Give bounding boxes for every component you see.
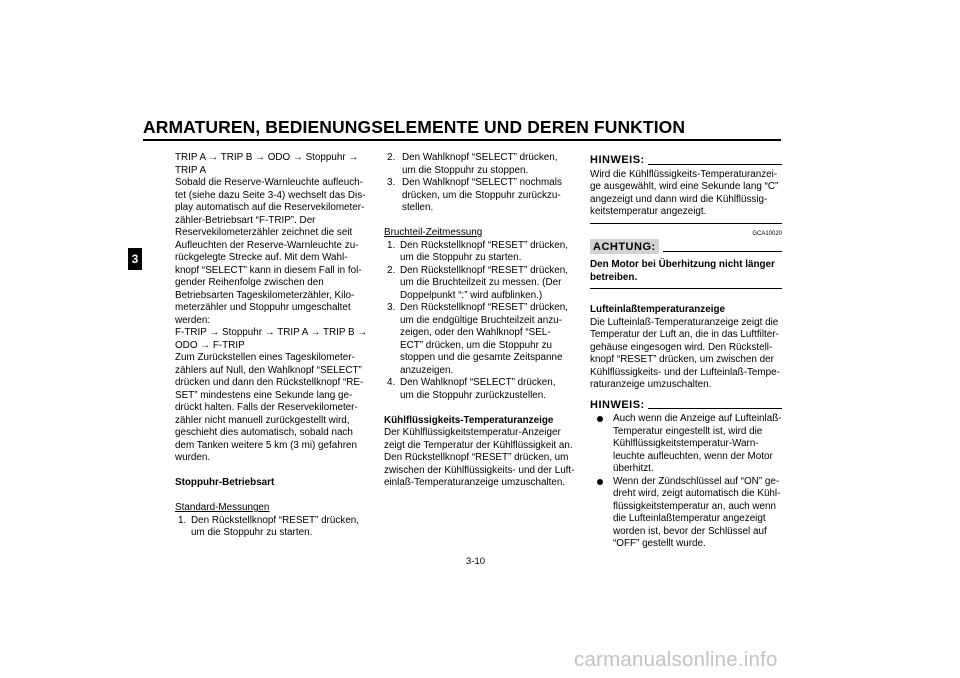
section-heading-air: Lufteinlaßtemperaturanzeige <box>590 304 725 315</box>
step-line: drücken, um die Stoppuhr zurückzu- <box>402 189 561 201</box>
text-line: knopf “RESET” drücken, um zwischen der <box>590 354 774 365</box>
step-line: Doppelpunkt “:” wird aufblinken.) <box>400 289 543 301</box>
standard-steps <box>175 515 373 540</box>
step-line: anzuzeigen. <box>400 364 454 376</box>
step-line: Den Rückstellknopf “RESET” drücken, <box>400 239 568 251</box>
step-line: Den Rückstellknopf “RESET” drücken, <box>400 302 568 313</box>
step-line: Den Rückstellknopf “RESET” drücken, <box>400 264 568 276</box>
text-line: ge ausgewählt, wird eine Sekunde lang “C” <box>590 181 779 192</box>
note-label: HINWEIS: <box>590 154 645 166</box>
step-number: 3. <box>387 302 396 313</box>
text-line: drücken und dann den Rückstellknopf “RE- <box>175 377 364 388</box>
title-rule <box>143 139 781 141</box>
text-line: play automatisch auf die Reservekilometer- <box>175 202 365 213</box>
note-rule <box>648 408 782 409</box>
text-line: Die Lufteinlaß-Temperaturanzeige zeigt die <box>590 316 779 328</box>
step-line: stoppen und die gesamte Zeitspanne <box>400 352 563 363</box>
list-item <box>384 152 578 177</box>
step-line: Den Wahlknopf “SELECT” drücken, <box>402 152 558 163</box>
text-line: wurden. <box>175 452 211 463</box>
section-heading-stopwatch: Stoppuhr-Betriebsart <box>175 477 275 488</box>
caution-body <box>590 259 782 284</box>
air-paragraph <box>590 317 782 392</box>
step-line: Den Wahlknopf “SELECT” drücken, <box>400 377 556 388</box>
watermark: carmanualsonline.info <box>574 648 778 671</box>
list-item <box>384 240 578 265</box>
step-line: um die Bruchteilzeit zu messen. (Der <box>400 277 562 288</box>
text-line: betreiben. <box>590 271 638 283</box>
bullet-icon <box>597 416 603 422</box>
caution-heading <box>590 239 782 255</box>
step-line: zeigen, oder den Wahlknopf “SEL- <box>400 327 551 338</box>
column-1 <box>175 152 373 540</box>
text-line: Wenn der Zündschlüssel auf “ON” ge- <box>613 475 780 487</box>
text-line: zähler nicht manuell zurückgestellt wird, <box>175 414 350 426</box>
step-line: um die Stoppuhr zu stoppen. <box>402 164 529 176</box>
chapter-tab: 3 <box>128 248 142 270</box>
text-line: Kühlflüssigkeits- und der Lufteinlaß-Tempe- <box>590 366 780 378</box>
step-number: 1. <box>387 239 396 251</box>
note-label: HINWEIS: <box>590 398 645 411</box>
step-line: um die Stoppuhr zu starten. <box>191 527 313 538</box>
text-line: drückt halten. Falls der Reservekilometer- <box>175 402 358 413</box>
note-body <box>590 169 782 219</box>
column-2 <box>384 152 578 490</box>
text-line: flüssigkeitstemperatur an, auch wenn <box>613 500 777 512</box>
text-line: Temperatur eingestellt ist, wird die <box>613 425 763 437</box>
text-line: Wird die Kühlflüssigkeits-Temperaturanzei- <box>590 168 778 180</box>
step-line: um die Stoppuhr zurückzustellen. <box>400 389 547 401</box>
list-item <box>590 413 782 476</box>
text-line: Den Rückstellknopf “RESET” drücken, um <box>384 452 569 463</box>
text-line: gehäuse eingesogen wird. Den Rückstell- <box>590 341 773 353</box>
text-line: Kühlflüssigkeitstemperatur-Warn- <box>613 438 759 449</box>
list-item <box>384 377 578 402</box>
column-3 <box>590 154 782 551</box>
page-number: 3-10 <box>466 556 486 567</box>
text-line: gender Reihenfolge zwischen den <box>175 277 324 288</box>
text-line: werden: <box>175 314 211 326</box>
text-line: SET” mindestens eine Sekunde lang ge- <box>175 389 353 401</box>
text-line: dreht wird, zeigt automatisch die Kühl- <box>613 488 781 499</box>
text-line: TRIP A → TRIP B → ODO → Stoppuhr → <box>175 152 359 163</box>
note-heading <box>590 154 782 167</box>
text-line: “OFF” gestellt wurde. <box>613 538 706 549</box>
text-line: ODO → F-TRIP <box>175 339 245 351</box>
caution-label: ACHTUNG: <box>590 239 659 255</box>
subheading-split: Bruchteil-Zeitmessung <box>384 227 483 238</box>
step-line: um die Stoppuhr zu starten. <box>400 252 522 263</box>
section-heading-coolant: Kühlflüssigkeits-Temperaturanzeige <box>384 414 554 426</box>
text-line: worden ist, bevor der Schlüssel auf <box>613 525 767 537</box>
text-line: überhitzt. <box>613 463 654 474</box>
text-line: Reservekilometerzähler zeichnet die seit <box>175 227 353 238</box>
list-item <box>384 177 578 215</box>
step-number: 1. <box>178 514 187 526</box>
text-line: tet (siehe dazu Seite 3-4) wechselt das Dis- <box>175 189 366 201</box>
text-line: angezeigt und dann wird die Kühlflüssig- <box>590 193 768 205</box>
note-bullets <box>590 413 782 551</box>
text-line: zeigt die Temperatur der Kühlflüssigkeit an. <box>384 439 573 451</box>
note-rule <box>648 164 782 165</box>
step-line: Den Rückstellknopf “RESET” drücken, <box>191 514 359 526</box>
standard-steps-continued <box>384 152 578 215</box>
text-line: zwischen der Kühlflüssigkeits- und der Luft- <box>384 464 575 476</box>
text-line: zählers auf Null, den Wahlknopf “SELECT” <box>175 364 362 376</box>
text-line: geschieht dies automatisch, sobald nach <box>175 427 353 438</box>
text-line: dem Tanken weitere 5 km (3 mi) gefahren <box>175 439 358 451</box>
step-number: 4. <box>387 377 396 388</box>
text-line: Zum Zurückstellen eines Tageskilometer- <box>175 352 355 363</box>
list-item <box>175 515 373 540</box>
step-number: 2. <box>387 152 396 163</box>
step-number: 2. <box>387 264 396 276</box>
text-line: Der Kühlflüssigkeitstemperatur-Anzeiger <box>384 427 561 438</box>
text-line: keitstemperatur angezeigt. <box>590 206 707 217</box>
bullet-icon <box>597 479 603 485</box>
note-end-rule <box>590 223 782 224</box>
step-line: ECT” drücken, um die Stoppuhr zu <box>400 339 553 351</box>
step-line: stellen. <box>402 202 434 213</box>
text-line: rückgelegte Strecke auf. Mit dem Wahl- <box>175 252 348 263</box>
col1-intro <box>175 152 373 465</box>
text-line: F-TRIP → Stoppuhr → TRIP A → TRIP B → <box>175 327 368 338</box>
subheading-standard: Standard-Messungen <box>175 502 270 513</box>
text-line: Den Motor bei Überhitzung nicht länger <box>590 259 775 270</box>
caution-rule <box>663 251 782 252</box>
list-item <box>590 476 782 551</box>
split-steps <box>384 240 578 403</box>
text-line: Auch wenn die Anzeige auf Lufteinlaß- <box>613 413 782 424</box>
text-line: Betriebsarten Tageskilometerzähler, Kilo- <box>175 289 355 301</box>
page-title: ARMATUREN, BEDIENUNGSELEMENTE UND DEREN FUNKTION <box>143 117 686 137</box>
step-line: um die endgültige Bruchteilzeit anzu- <box>400 314 562 326</box>
note-heading <box>590 399 782 412</box>
caution-code: GCA10020 <box>752 230 782 237</box>
step-number: 3. <box>387 177 396 188</box>
text-line: leuchte aufleuchten, wenn der Motor <box>613 450 773 462</box>
coolant-paragraph <box>384 427 578 490</box>
text-line: einlaß-Temperaturanzeige umzuschalten. <box>384 477 566 488</box>
text-line: TRIP A <box>175 164 207 176</box>
step-line: Den Wahlknopf “SELECT” nochmals <box>402 177 562 188</box>
text-line: knopf “SELECT” kann in diesem Fall in fol- <box>175 264 362 276</box>
list-item <box>384 265 578 303</box>
text-line: zähler-Betriebsart “F-TRIP”. Der <box>175 214 316 226</box>
text-line: Temperatur der Luft an, die in das Luftfilter- <box>590 329 779 340</box>
text-line: Aufleuchten der Reserve-Warnleuchte zu- <box>175 239 359 251</box>
text-line: die Lufteinlaßtemperatur angezeigt <box>613 513 766 524</box>
text-line: meterzähler und Stoppuhr umgeschaltet <box>175 302 351 313</box>
text-line: raturanzeige umzuschalten. <box>590 379 712 390</box>
text-line: Sobald die Reserve-Warnleuchte aufleuch- <box>175 177 363 188</box>
list-item <box>384 302 578 377</box>
